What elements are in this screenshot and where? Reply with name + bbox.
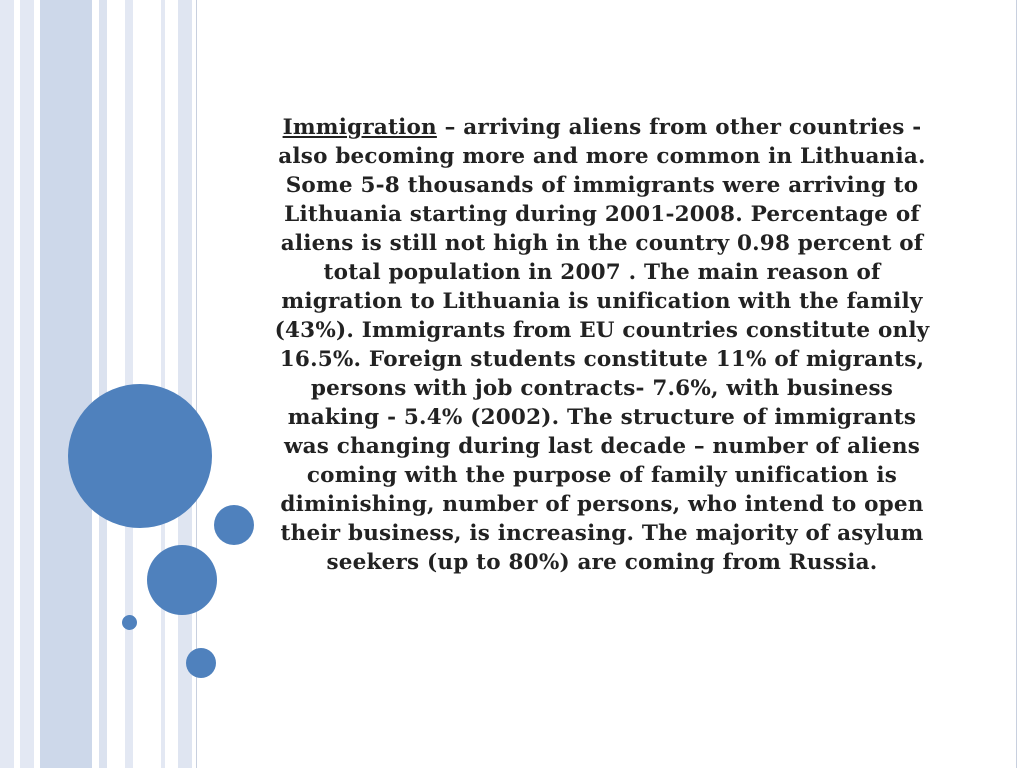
stripe [92, 0, 99, 768]
circle-decoration [68, 384, 212, 528]
divider [1016, 0, 1017, 768]
stripe [165, 0, 178, 768]
stripe [20, 0, 34, 768]
circle-decoration [122, 615, 137, 630]
circle-decoration [214, 505, 254, 545]
stripe [107, 0, 125, 768]
stripe [99, 0, 107, 768]
stripe [40, 0, 92, 768]
slide-text: – arriving aliens from other countries - also becoming more and more common in Lithuania. Some 5-8 thousands of immigrants were arriving to Lithuania starting during 2001-2008. Percentage of aliens is still not high in the country 0.98 percent of total population in 2007 . The main reason of migration to Lithuania is unification with the family (43%). Immigrants from EU countries constitute only 16.5%. Foreign students constitute 11% of migrants, persons with job contracts- 7.6%, with business making - 5.4% (2002). The structure of immigrants was changing during last decade – number of aliens coming with the purpose of family unification is diminishing, number of persons, who intend to open their business, is increasing. The majority of asylum seekers (up to 80%) are coming from Russia. [274, 115, 930, 575]
slide-term: Immigration [282, 115, 437, 140]
circle-decoration [147, 545, 217, 615]
stripe [0, 0, 14, 768]
slide-body-text [262, 113, 942, 577]
circle-decoration [186, 648, 216, 678]
